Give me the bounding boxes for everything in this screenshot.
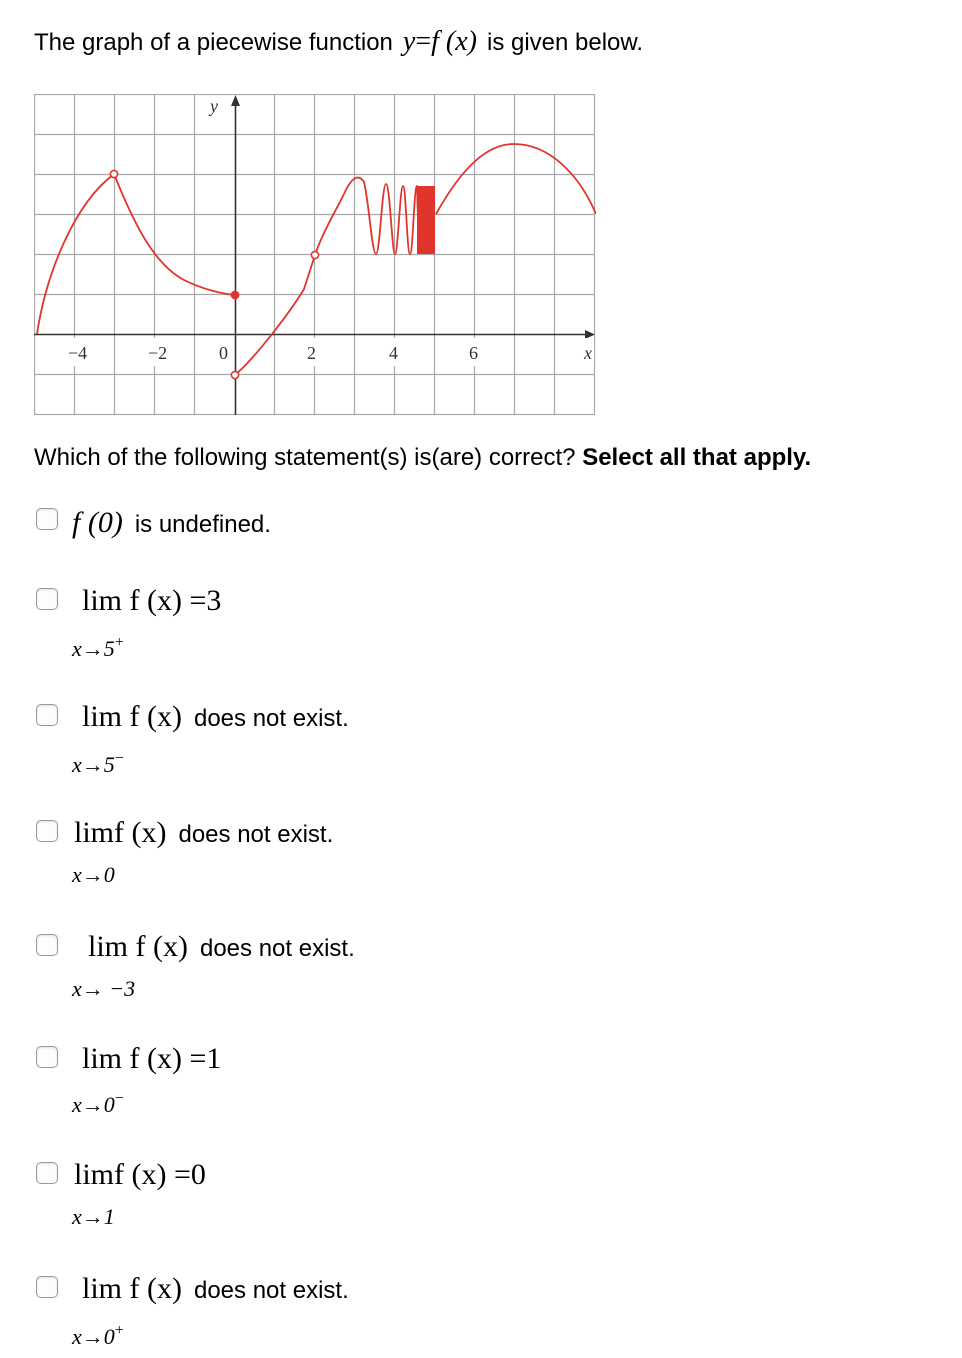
intro-text bbox=[34, 26, 643, 58]
option-expression: lim f (x) does not exist. bbox=[82, 700, 349, 733]
x-axis-label: x bbox=[584, 343, 592, 363]
option-limit-subscript: x→1 bbox=[72, 1204, 115, 1229]
x-tick-label: 4 bbox=[389, 343, 398, 363]
option-expression: lim f (x) =3 bbox=[82, 584, 222, 617]
curve-piece-2 bbox=[114, 174, 235, 295]
curve-piece-3 bbox=[235, 194, 344, 375]
x-tick-label: 6 bbox=[469, 343, 478, 363]
option-limit-subscript: x→5− bbox=[72, 750, 124, 777]
option-checkbox[interactable] bbox=[36, 588, 58, 610]
intro-math: y=f (x) bbox=[402, 26, 477, 57]
option-expression: lim f (x) =1 bbox=[82, 1042, 222, 1075]
intro-after: is given below. bbox=[486, 29, 644, 56]
option-checkbox[interactable] bbox=[36, 1276, 58, 1298]
option-limit-subscript: x→0− bbox=[72, 1090, 124, 1117]
option-checkbox[interactable] bbox=[36, 934, 58, 956]
open-point bbox=[231, 371, 238, 378]
option-checkbox[interactable] bbox=[36, 704, 58, 726]
option-expression: lim f (x) does not exist. bbox=[88, 930, 355, 963]
curve-piece-4 bbox=[436, 144, 596, 214]
open-point bbox=[110, 170, 117, 177]
option-checkbox[interactable] bbox=[36, 820, 58, 842]
option-limit-subscript: x→5+ bbox=[72, 634, 124, 661]
open-point bbox=[311, 251, 318, 258]
x-axis-arrow-icon bbox=[585, 330, 595, 339]
option-checkbox[interactable] bbox=[36, 1162, 58, 1184]
option-limit-subscript: x→0 bbox=[72, 862, 115, 887]
option-expression: lim f (x) does not exist. bbox=[82, 1272, 349, 1305]
oscillation-fill bbox=[417, 186, 435, 254]
function-graph bbox=[34, 94, 596, 416]
x-tick-label: 0 bbox=[219, 343, 228, 363]
option-checkbox[interactable] bbox=[36, 508, 58, 530]
closed-point bbox=[231, 291, 239, 299]
option-expression: limf (x) =0 bbox=[74, 1158, 206, 1191]
option-limit-subscript: x→0+ bbox=[72, 1322, 124, 1349]
option-checkbox[interactable] bbox=[36, 1046, 58, 1068]
question-emphasis: Select all that apply. bbox=[582, 444, 812, 471]
intro-before: The graph of a piecewise function bbox=[34, 29, 393, 56]
y-axis-arrow-icon bbox=[231, 95, 240, 106]
y-axis-label: y bbox=[210, 96, 218, 116]
option-expression: f (0) is undefined. bbox=[72, 506, 271, 539]
x-tick-label: 2 bbox=[307, 343, 316, 363]
option-expression: limf (x) does not exist. bbox=[74, 816, 334, 849]
option-limit-subscript: x→ −3 bbox=[72, 976, 136, 1001]
x-tick-label: −2 bbox=[148, 343, 168, 363]
x-tick-label: −4 bbox=[68, 343, 88, 363]
question-text: Which of the following statement(s) is(are) correct? Select all that apply. bbox=[34, 444, 812, 471]
